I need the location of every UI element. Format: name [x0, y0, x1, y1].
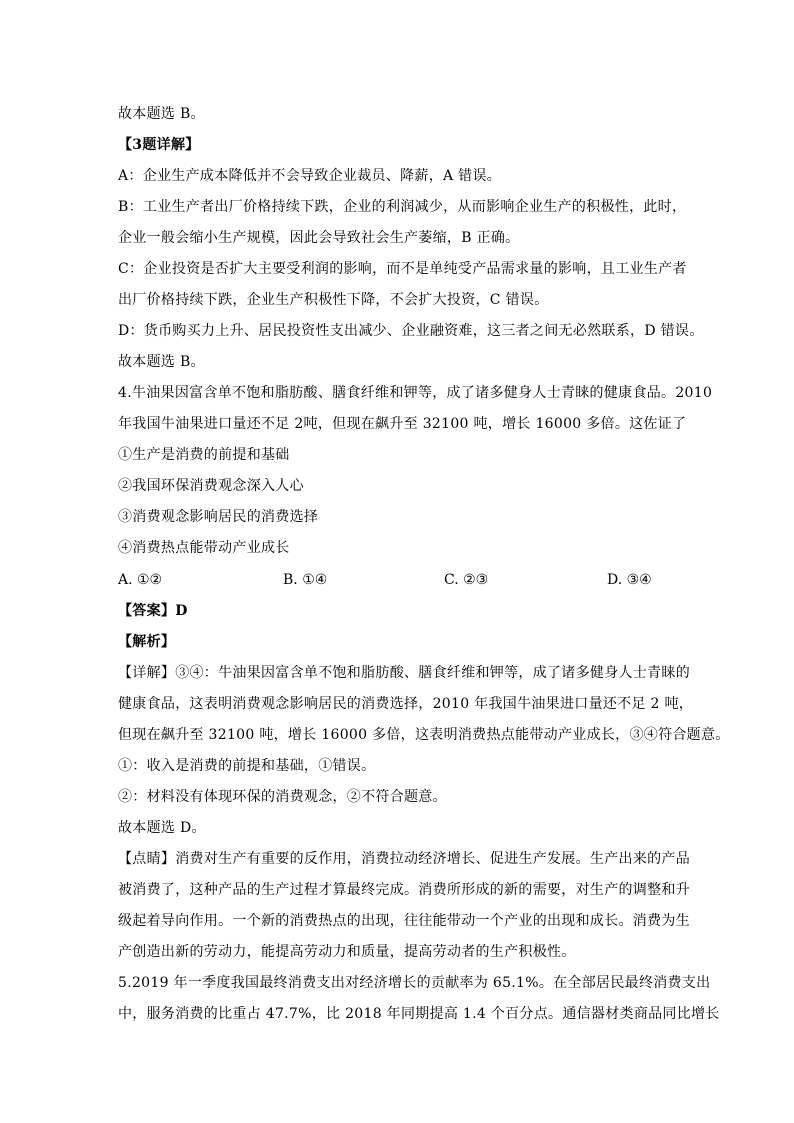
text-line: C：企业投资是否扩大主要受利润的影响，而不是单纯受产品需求量的影响，且工业生产者 — [118, 261, 687, 277]
text-line: 【点睛】消费对生产有重要的反作用，消费拉动经济增长、促进生产发展。生产出来的产品 — [118, 851, 690, 867]
section-heading: 【3题详解】 — [118, 137, 200, 153]
statement-2: ②我国环保消费观念深入人心 — [118, 478, 304, 494]
option-b: B. ①④ — [283, 572, 328, 588]
statement-4: ④消费热点能带动产业成长 — [118, 540, 290, 556]
text-line: 故本题选 B。 — [118, 106, 205, 122]
text-line: 被消费了，这种产品的生产过程才算最终完成。消费所形成的新的需要，对生产的调整和升 — [118, 882, 690, 898]
question-text: 年我国牛油果进口量还不足 2吨，但现在飙升至 32100 吨，增长 16000 多倍。这佐证了 — [118, 416, 687, 432]
text-line: 企业一般会缩小生产规模，因此会导致社会生产萎缩，B 正确。 — [118, 230, 520, 246]
text-line: 【详解】③④：牛油果因富含单不饱和脂肪酸、膳食纤维和钾等，成了诸多健身人士青睐的 — [118, 665, 690, 681]
answer-label: 【答案】D — [118, 603, 188, 619]
text-line: 出厂价格持续下跌，企业生产积极性下降，不会扩大投资，C 错误。 — [118, 292, 549, 308]
text-line: 级起着导向作用。一个新的消费热点的出现，往往能带动一个产业的出现和成长。消费为生 — [118, 913, 690, 929]
statement-3: ③消费观念影响居民的消费选择 — [118, 509, 319, 525]
option-c: C. ②③ — [444, 572, 489, 588]
text-line: 产创造出新的劳动力，能提高劳动力和质量，提高劳动者的生产积极性。 — [118, 944, 576, 960]
option-d: D. ③④ — [607, 572, 652, 588]
text-line: 故本题选 B。 — [118, 354, 205, 370]
statement-1: ①生产是消费的前提和基础 — [118, 447, 290, 463]
text-line: A：企业生产成本降低并不会导致企业裁员、降薪，A 错误。 — [118, 168, 502, 184]
text-line: B：工业生产者出厂价格持续下跌，企业的利润减少，从而影响企业生产的积极性，此时， — [118, 199, 687, 215]
text-line: ②：材料没有体现环保的消费观念，②不符合题意。 — [118, 789, 447, 805]
question-text: 中，服务消费的比重占 47.7%，比 2018 年同期提高 1.4 个百分点。通信器材类商品同比增长 — [118, 1006, 720, 1022]
question-text: 4.牛油果因富含单不饱和脂肪酸、膳食纤维和钾等，成了诸多健身人士青睐的健康食品。2010 — [118, 385, 713, 401]
text-line: 健康食品，这表明消费观念影响居民的消费选择，2010 年我国牛油果进口量还不足 2 吨， — [118, 696, 694, 712]
option-a: A. ①② — [118, 572, 163, 588]
text-line: 但现在飙升至 32100 吨，增长 16000 多倍，这表明消费热点能带动产业成长，③④符合题意。 — [118, 727, 730, 743]
text-line: ①：收入是消费的前提和基础，①错误。 — [118, 758, 376, 774]
text-line: D：货币购买力上升、居民投资性支出减少、企业融资难，这三者之间无必然联系，D 错误。 — [118, 323, 704, 339]
analysis-heading: 【解析】 — [118, 634, 176, 650]
text-line: 故本题选 D。 — [118, 820, 206, 836]
question-text: 5.2019 年一季度我国最终消费支出对经济增长的贡献率为 65.1%。在全部居民最终消费支出 — [118, 975, 711, 991]
